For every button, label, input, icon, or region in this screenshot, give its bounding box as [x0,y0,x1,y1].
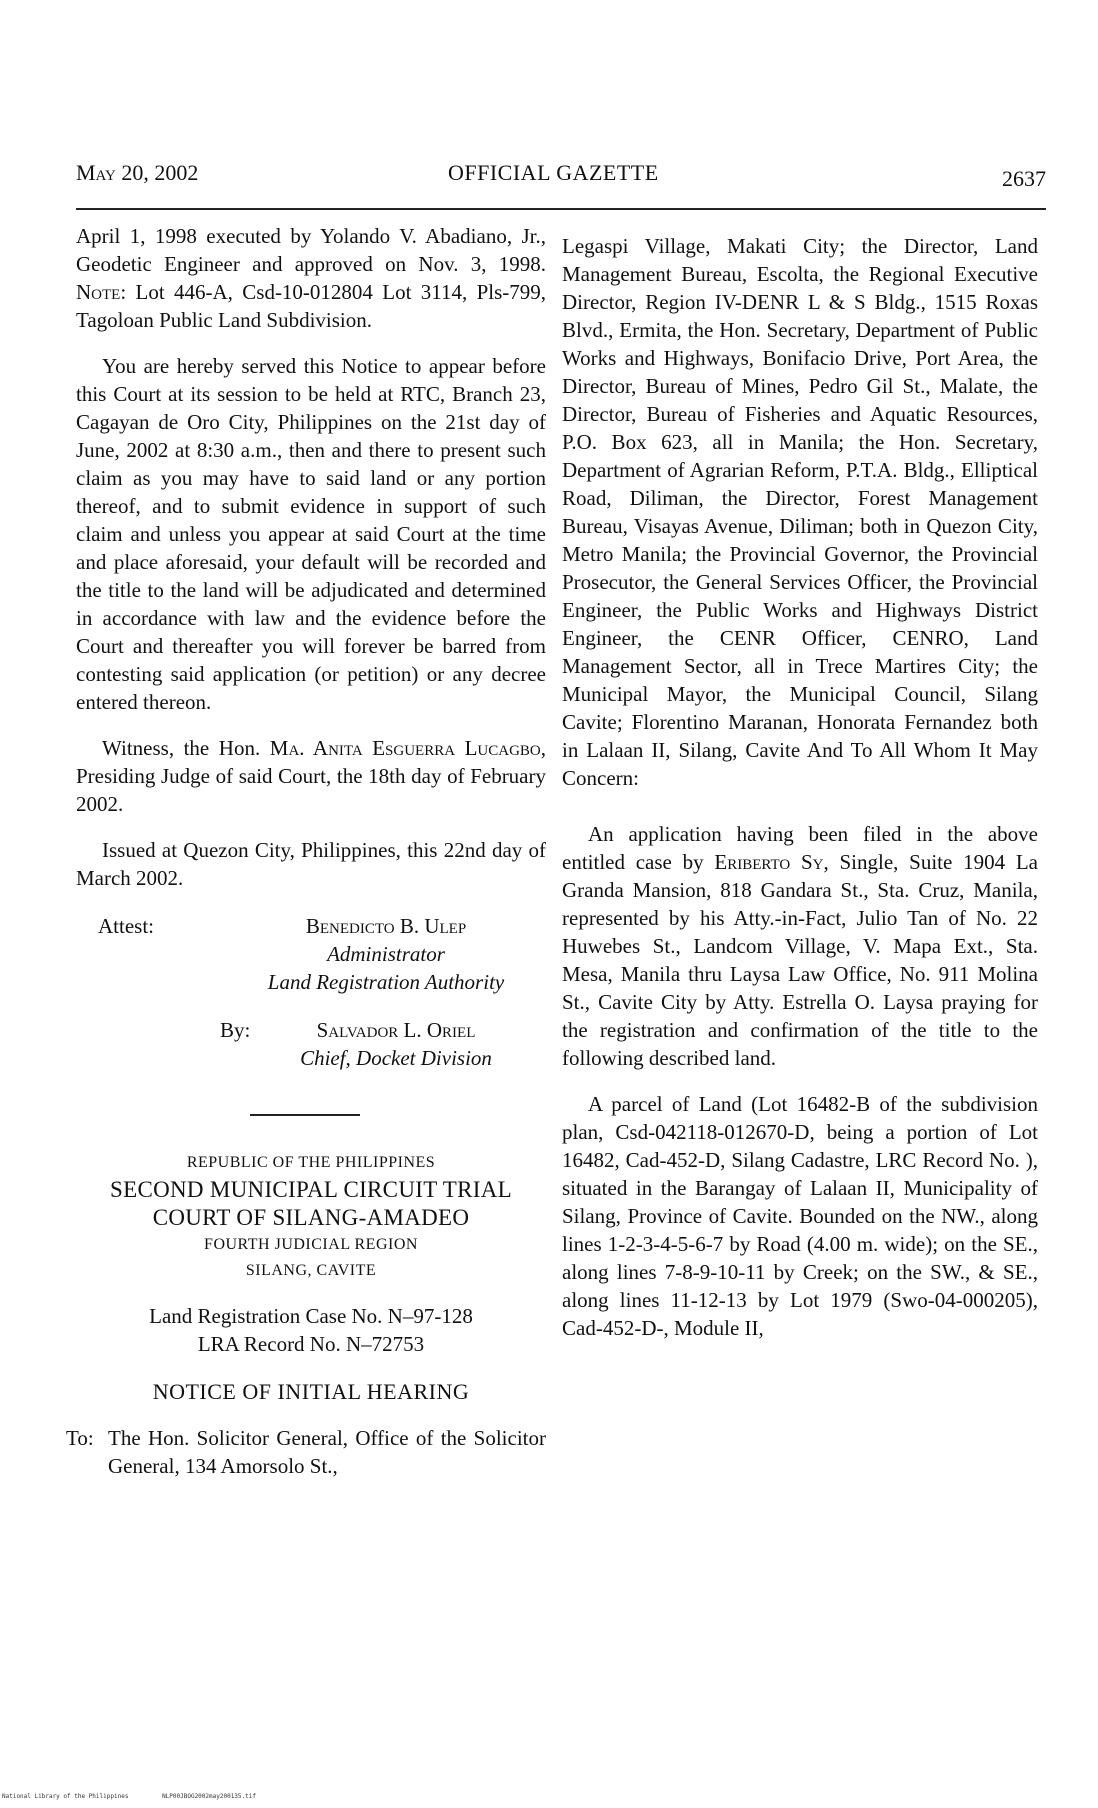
judicial-region: FOURTH JUDICIAL REGION [204,1236,418,1253]
attest-agency: Land Registration Authority [267,970,505,994]
case-number: Land Registration Case No. N–97-128 [149,1304,473,1328]
court-name-line1: SECOND MUNICIPAL CIRCUIT TRIAL [110,1177,512,1202]
court-heading [76,1150,546,1284]
page-number: 2637 [1002,166,1046,191]
paragraph-application: An application having been filed in the above entitled case by Eriberto Sy, Single, Suite 1904 La Granda Mansion, 818 Gandara St., Sta. Cruz, Manila, represented by his Atty.-in-Fact, Julio Tan of No. 22 Huwebes St., Landcom Village, V. Mapa Ext., Sta. Mesa, Manila thru Laysa Law Office, No. 911 Molina St., Cavite City by Atty. Estrella O. Laysa praying for the registration and confirmation of the title to the following described land. [562,822,1038,1070]
by-signatory [266,1016,526,1072]
republic-label: REPUBLIC OF THE PHILIPPINES [186,1154,436,1171]
court-location: SILANG, CAVITE [245,1262,377,1279]
attest-signature [76,912,546,998]
addressee-text: The Hon. Solicitor General, Office of the Solicitor General, 134 Amorsolo St., [108,1426,546,1478]
lra-record-number: LRA Record No. N–72753 [197,1332,425,1356]
page-header [76,160,1046,200]
issue-date: May 20, 2002 [76,160,199,185]
scan-footer [2,1793,286,1800]
section-divider [250,1114,360,1116]
paragraph-witness: Witness, the Hon. Ma. Anita Esguerra Lucagbo, Presiding Judge of said Court, the 18th day of February 2002. [76,736,547,816]
paragraph-addressees: Legaspi Village, Makati City; the Director, Land Management Bureau, Escolta, the Regional Executive Director, Region IV-DENR L & S Bldg., 1515 Roxas Blvd., Ermita, the Hon. Secretary, Department of Public Works and Highways, Bonifacio Drive, Port Area, the Director, Bureau of Mines, Pedro Gil St., Malate, the Director, Bureau of Fisheries and Aquatic Resources, P.O. Box 623, all in Manila; the Hon. Secretary, Department of Agrarian Reform, P.T.A. Bldg., Elliptical Road, Diliman, the Director, Forest Management Bureau, Visayas Avenue, Diliman; both in Quezon City, Metro Manila; the Provincial Governor, the Provincial Prosecutor, the General Services Officer, the Provincial Engineer, the Public Works and Highways District Engineer, the CENR Officer, CENRO, Land Management Sector, all in Trece Martires City; the Municipal Mayor, the Municipal Council, Silang Cavite; Florentino Maranan, Honorata Fernandez both in Lalaan II, Silang, Cavite And To All Whom It May Concern: [562,234,1038,790]
attest-name: Benedicto B. Ulep [305,914,467,938]
case-numbers [76,1302,546,1358]
by-signature [76,1016,546,1076]
publication-title: OFFICIAL GAZETTE [448,160,659,185]
paragraph-plan-description: April 1, 1998 executed by Yolando V. Abadiano, Jr., Geodetic Engineer and approved on Nov. 3, 1998. Note: Lot 446-A, Csd-10-012804 Lot 3114, Pls-799, Tagoloan Public Land Subdivision. [76,224,546,332]
by-label: By: [220,1018,251,1042]
paragraph-issued: Issued at Quezon City, Philippines, this 22nd day of March 2002. [76,838,546,890]
attest-title: Administrator [327,942,445,966]
library-credit: National Library of the Philippines [2,1793,129,1800]
judge-name: Ma. Anita Esguerra Lucagbo [269,736,541,760]
addressee-intro [66,1424,546,1480]
attest-label: Attest: [98,914,154,938]
court-name-line2: COURT OF SILANG-AMADEO [152,1205,470,1230]
notice-title: NOTICE OF INITIAL HEARING [152,1379,470,1404]
to-label: To: [66,1426,94,1450]
applicant-name: Eriberto Sy [714,850,824,874]
right-column [562,232,1038,1342]
note-label: Note: [76,280,127,304]
attest-signatory [236,912,536,996]
scan-filename: NLP00JBOG2002may200135.tif [162,1793,256,1800]
paragraph-notice-to-appear: You are hereby served this Notice to appear before this Court at its session to be held at RTC, Branch 23, Cagayan de Oro City, Philippines on the 21st day of June, 2002 at 8:30 a.m., then and there to present such claim as you may have to said land or any portion thereof, and to submit evidence in support of such claim and unless you appear at said Court at the time and place aforesaid, your default will be recorded and the title to the land will be adjudicated and determined in accordance with law and the evidence before the Court and thereafter you will forever be barred from contesting said application (or petition) or any decree entered thereon. [76,354,546,714]
paragraph-land-description: A parcel of Land (Lot 16482-B of the subdivision plan, Csd-042118-012670-D, being a portion of Lot 16482, Cad-452-D, Silang Cadastre, LRC Record No. ), situated in the Barangay of Lalaan II, Municipality of Silang, Province of Cavite. Bounded on the NW., along lines 1-2-3-4-5-6-7 by Road (4.00 m. wide); on the SE., along lines 7-8-9-10-11 by Creek; on the SW., & SE., along lines 11-12-13 by Lot 1979 (Swo-04-000205), Cad-452-D-, Module II, [562,1092,1038,1340]
header-rule [76,208,1046,210]
by-name: Salvador L. Oriel [316,1018,476,1042]
left-column [66,222,547,1480]
by-title: Chief, Docket Division [300,1046,492,1070]
